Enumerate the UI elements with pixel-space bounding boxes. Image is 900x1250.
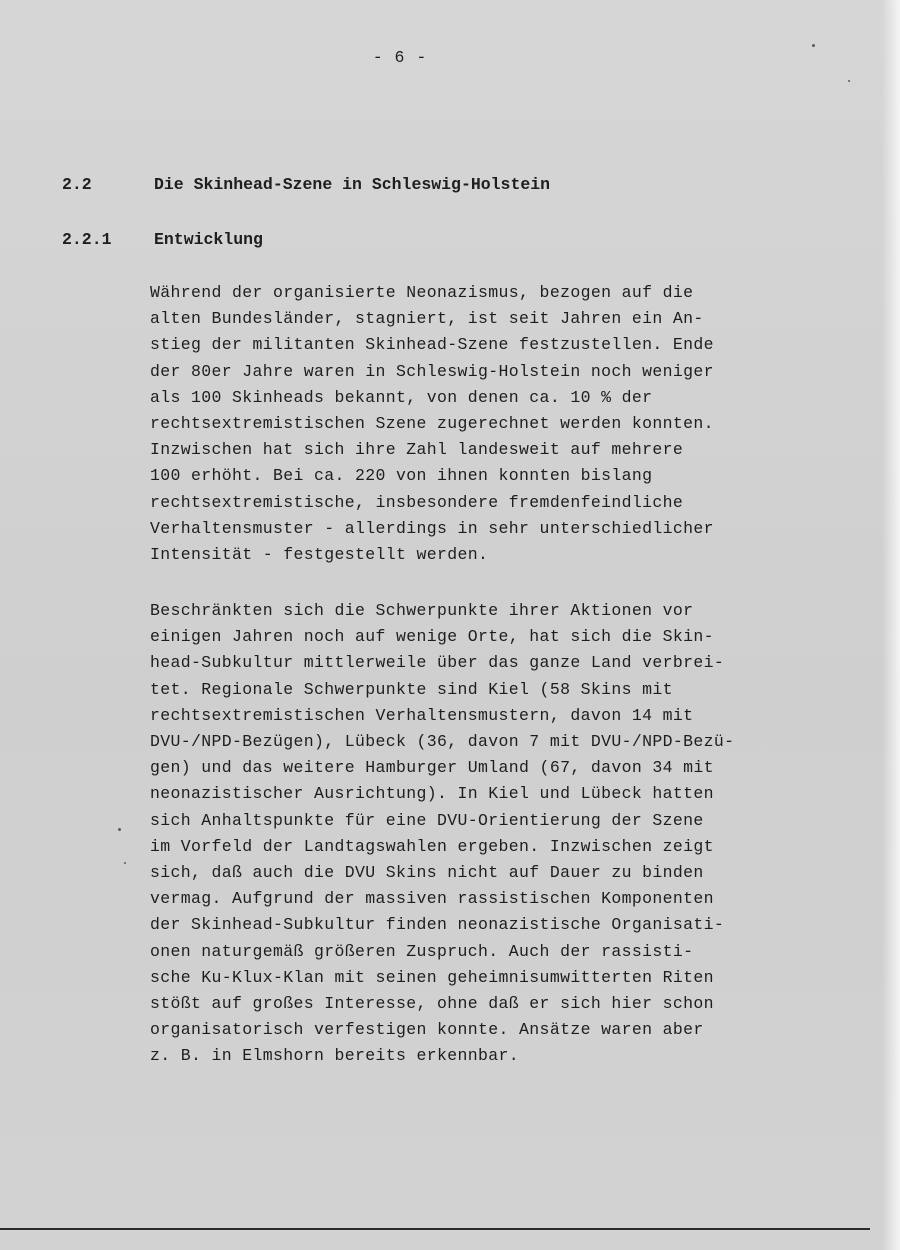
- page-bottom-rule: [0, 1228, 870, 1230]
- text-line: vermag. Aufgrund der massiven rassistischen Komponenten: [150, 889, 714, 909]
- page-number: - 6 -: [372, 48, 428, 67]
- text-line: sche Ku-Klux-Klan mit seinen geheimnisumwitterten Riten: [150, 967, 714, 987]
- text-line: gen) und das weitere Hamburger Umland (67, davon 34 mit: [150, 758, 714, 778]
- text-line: tet. Regionale Schwerpunkte sind Kiel (58 Skins mit: [150, 679, 673, 699]
- text-line: rechtsextremistische, insbesondere fremdenfeindliche: [150, 492, 684, 512]
- text-line: sich Anhaltspunkte für eine DVU-Orientierung der Szene: [150, 810, 704, 830]
- section-title-skinhead-szene: Die Skinhead-Szene in Schleswig-Holstein: [154, 175, 551, 194]
- text-line: 100 erhöht. Bei ca. 220 von ihnen konnten bislang: [150, 466, 653, 486]
- text-line: im Vorfeld der Landtagswahlen ergeben. Inzwischen zeigt: [150, 836, 714, 856]
- scan-speck: [812, 44, 815, 47]
- text-line: stößt auf großes Interesse, ohne daß er sich hier schon: [150, 994, 714, 1014]
- text-line: z. B. in Elmshorn bereits erkennbar.: [150, 1046, 520, 1066]
- paragraph-schwerpunkte: [150, 598, 760, 1070]
- scan-speck: [848, 80, 850, 82]
- text-line: Inzwischen hat sich ihre Zahl landesweit auf mehrere: [150, 440, 684, 460]
- text-line: Während der organisierte Neonazismus, bezogen auf die: [150, 283, 694, 302]
- text-line: stieg der militanten Skinhead-Szene festzustellen. Ende: [150, 335, 714, 355]
- text-line: Intensität - festgestellt werden.: [150, 545, 489, 565]
- scan-speck: [124, 862, 126, 864]
- text-line: der Skinhead-Subkultur finden neonazistische Organisati-: [150, 915, 725, 935]
- page-edge-shadow: [882, 0, 900, 1250]
- text-line: Beschränkten sich die Schwerpunkte ihrer Aktionen vor: [150, 601, 694, 620]
- text-line: sich, daß auch die DVU Skins nicht auf Dauer zu binden: [150, 863, 704, 883]
- paragraph-entwicklung: [150, 280, 760, 568]
- text-line: rechtsextremistischen Szene zugerechnet werden konnten.: [150, 414, 714, 434]
- text-line: onen naturgemäß größeren Zuspruch. Auch der rassisti-: [150, 941, 694, 961]
- text-line: einigen Jahren noch auf wenige Orte, hat sich die Skin-: [150, 627, 714, 647]
- text-line: der 80er Jahre waren in Schleswig-Holstein noch weniger: [150, 361, 714, 381]
- text-line: head-Subkultur mittlerweile über das ganze Land verbrei-: [150, 653, 725, 673]
- section-number-2-2: 2.2: [62, 175, 92, 194]
- text-line: neonazistischer Ausrichtung). In Kiel und Lübeck hatten: [150, 784, 714, 804]
- scan-speck: [118, 828, 121, 831]
- text-line: alten Bundesländer, stagniert, ist seit Jahren ein An-: [150, 309, 704, 329]
- text-line: rechtsextremistischen Verhaltensmustern, davon 14 mit: [150, 705, 694, 725]
- text-line: Verhaltensmuster - allerdings in sehr unterschiedlicher: [150, 518, 714, 538]
- section-number-2-2-1: 2.2.1: [62, 230, 112, 249]
- text-line: DVU-/NPD-Bezügen), Lübeck (36, davon 7 mit DVU-/NPD-Bezü-: [150, 732, 735, 752]
- section-title-entwicklung: Entwicklung: [154, 230, 263, 249]
- text-line: organisatorisch verfestigen konnte. Ansätze waren aber: [150, 1020, 704, 1040]
- text-line: als 100 Skinheads bekannt, von denen ca. 10 % der: [150, 387, 653, 407]
